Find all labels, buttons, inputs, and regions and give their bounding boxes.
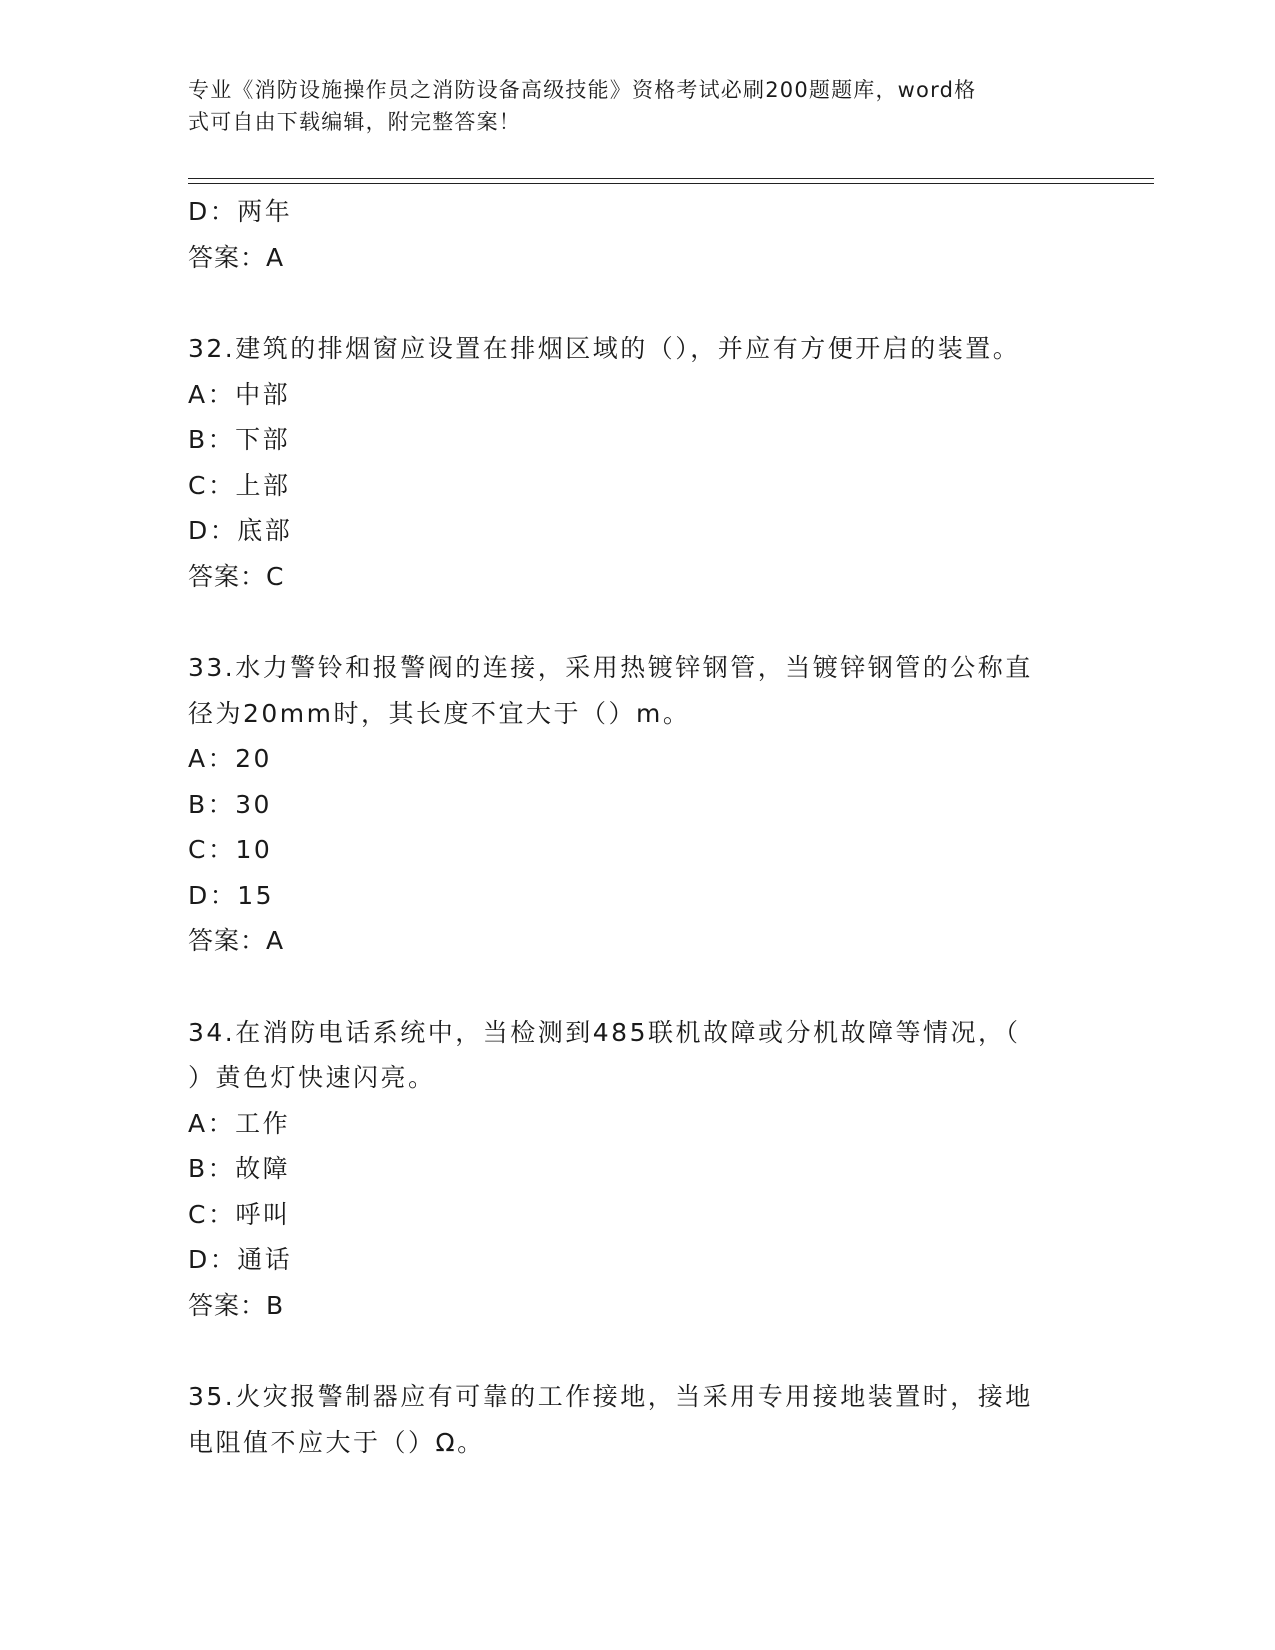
header-divider-bottom — [188, 183, 1154, 184]
header-divider-top — [188, 178, 1154, 179]
question-text: 32.建筑的排烟窗应设置在排烟区域的（），并应有方便开启的装置。 — [188, 334, 1021, 363]
answer-line: 答案：A — [188, 242, 285, 272]
answer-line: 答案：B — [188, 1290, 285, 1320]
question-text-line-1: 35.火灾报警制器应有可靠的工作接地，当采用专用接地装置时，接地 — [188, 1382, 1033, 1411]
option-c: C：呼叫 — [188, 1199, 291, 1229]
header-line-1: 专业《消防设施操作员之消防设备高级技能》资格考试必刷200题题库，word格 — [188, 78, 977, 102]
question-text-line-1: 34.在消防电话系统中，当检测到485联机故障或分机故障等情况，（ — [188, 1017, 1021, 1047]
option-d: D：通话 — [188, 1245, 293, 1274]
option-c: C：10 — [188, 835, 273, 864]
previous-question-tail — [188, 189, 1088, 280]
question-text-line-1: 33.水力警铃和报警阀的连接，采用热镀锌钢管，当镀锌钢管的公称直 — [188, 653, 1033, 682]
question-text-line-2: 电阻值不应大于（）Ω。 — [188, 1427, 485, 1457]
option-a: A：中部 — [188, 379, 291, 409]
option-d: D：15 — [188, 880, 275, 910]
answer-line: 答案：A — [188, 926, 285, 955]
question-33 — [188, 645, 1088, 964]
question-34 — [188, 1010, 1088, 1329]
question-text-line-2: ）黄色灯快速闪亮。 — [188, 1063, 436, 1092]
option-c: C：上部 — [188, 470, 291, 500]
option-a: A：20 — [188, 744, 272, 773]
option-b: B：30 — [188, 789, 272, 819]
header-line-2: 式可自由下载编辑，附完整答案！ — [188, 110, 521, 134]
question-32 — [188, 326, 1088, 599]
answer-line: 答案：C — [188, 561, 285, 591]
document-header — [188, 74, 1088, 138]
option-d: D：底部 — [188, 516, 293, 545]
question-content — [188, 189, 1088, 1465]
option-a: A：工作 — [188, 1108, 291, 1138]
option-d: D：两年 — [188, 197, 293, 226]
question-text-line-2: 径为20mm时，其长度不宜大于（）m。 — [188, 698, 691, 728]
question-35 — [188, 1374, 1088, 1465]
option-b: B：故障 — [188, 1154, 291, 1183]
option-b: B：下部 — [188, 425, 291, 454]
